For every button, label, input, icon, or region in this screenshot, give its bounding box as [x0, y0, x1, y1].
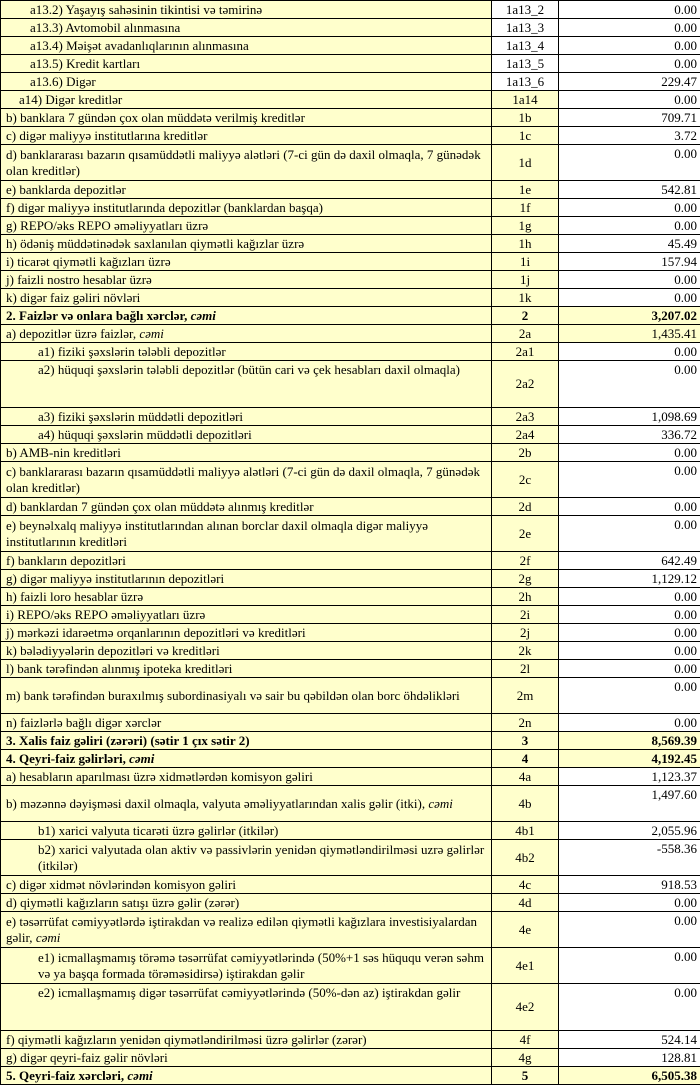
table-row: [1, 408, 700, 426]
row-code-cell: 1a13_2: [492, 1, 559, 19]
row-description-cell: [1, 822, 492, 840]
row-label: e) təsərrüfat cəmiyyətlərdə iştirakdan və realizə edilən qiymətli kağızlara investisiyalardan gəlir,: [6, 914, 477, 945]
row-label: b) banklara 7 gündən çox olan müddətə verilmiş kreditlər: [6, 110, 305, 125]
row-code-cell: 2a: [492, 325, 559, 343]
row-label: a1) fiziki şəxslərin tələbli depozitlər: [38, 344, 226, 359]
row-code-cell: 2h: [492, 588, 559, 606]
row-value-cell: 709.71: [559, 109, 700, 127]
row-value-cell: 0.00: [559, 361, 700, 408]
row-code-cell: 2l: [492, 660, 559, 678]
row-code-cell: 4c: [492, 876, 559, 894]
row-value-cell: 0.00: [559, 498, 700, 516]
table-row: [1, 199, 700, 217]
row-value-cell: 157.94: [559, 253, 700, 271]
row-value-cell: 918.53: [559, 876, 700, 894]
row-value-cell: 0.00: [559, 678, 700, 714]
row-value-cell: 1,497.60: [559, 786, 700, 822]
row-code-cell: 2a4: [492, 426, 559, 444]
table-row: [1, 462, 700, 498]
row-label: b) məzənnə dəyişməsi daxil olmaqla, valyuta əməliyyatlarından xalis gəlir (itki),: [6, 796, 428, 811]
row-description-cell: [1, 325, 492, 343]
row-code-cell: 4g: [492, 1049, 559, 1067]
table-row: [1, 822, 700, 840]
row-value-cell: 1,435.41: [559, 325, 700, 343]
row-code-cell: 1i: [492, 253, 559, 271]
row-code-cell: 1a13_3: [492, 19, 559, 37]
row-label: j) mərkəzi idarəetmə orqanlarının depozitləri və kreditləri: [6, 625, 306, 640]
table-row: [1, 768, 700, 786]
row-label: a13.4) Məişət avadanlıqlarının alınmasına: [30, 38, 249, 53]
row-code-cell: 4b1: [492, 822, 559, 840]
row-value-cell: 0.00: [559, 606, 700, 624]
row-label: j) faizli nostro hesablar üzrə: [6, 272, 152, 287]
row-description-cell: [1, 408, 492, 426]
row-description-cell: [1, 588, 492, 606]
row-description-cell: [1, 181, 492, 199]
table-row: [1, 678, 700, 714]
table-row: [1, 732, 700, 750]
table-row: [1, 73, 700, 91]
row-label: d) qiymətli kağızların satışı üzrə gəlir (zərər): [6, 895, 239, 910]
table-row: [1, 361, 700, 408]
row-description-cell: [1, 732, 492, 750]
row-label: 2. Faizlər və onlara bağlı xərclər,: [6, 308, 191, 323]
row-value-cell: 0.00: [559, 289, 700, 307]
row-label-italic-suffix: cəmi: [139, 326, 164, 341]
row-code-cell: 4b: [492, 786, 559, 822]
row-code-cell: 1h: [492, 235, 559, 253]
row-description-cell: [1, 37, 492, 55]
row-description-cell: [1, 894, 492, 912]
row-label: g) digər qeyri-faiz gəlir növləri: [6, 1050, 168, 1065]
row-code-cell: 2i: [492, 606, 559, 624]
row-description-cell: [1, 361, 492, 408]
row-description-cell: [1, 199, 492, 217]
table-row: [1, 19, 700, 37]
row-label: c) banklararası bazarın qısamüddətli maliyyə alətləri (7-ci gün də daxil olmaqla, 7 günədək olan kreditlər): [6, 464, 480, 495]
row-code-cell: 4e1: [492, 948, 559, 984]
row-code-cell: 1e: [492, 181, 559, 199]
row-label: f) bankların depozitləri: [6, 553, 126, 568]
row-label: g) REPO/əks REPO əməliyyatları üzrə: [6, 218, 208, 233]
row-description-cell: [1, 343, 492, 361]
row-description-cell: [1, 55, 492, 73]
table-row: [1, 127, 700, 145]
table-row: [1, 181, 700, 199]
row-description-cell: [1, 145, 492, 181]
row-label: h) ödəniş müddətinədək saxlanılan qiymətli kağızlar üzrə: [6, 236, 304, 251]
row-code-cell: 4a: [492, 768, 559, 786]
table-row: [1, 786, 700, 822]
row-label-italic-suffix: cəmi: [129, 751, 154, 766]
row-value-cell: 0.00: [559, 55, 700, 73]
table-row: [1, 1, 700, 19]
table-row: [1, 235, 700, 253]
row-label: 4. Qeyri-faiz gəlirləri,: [6, 751, 129, 766]
table-row: [1, 1031, 700, 1049]
row-description-cell: [1, 109, 492, 127]
table-row: [1, 325, 700, 343]
row-label: a13.6) Digər: [30, 74, 96, 89]
row-description-cell: [1, 876, 492, 894]
row-description-cell: [1, 984, 492, 1031]
row-label: d) banklardan 7 gündən çox olan müddətə alınmış kreditlər: [6, 499, 314, 514]
row-value-cell: 524.14: [559, 1031, 700, 1049]
row-value-cell: 0.00: [559, 37, 700, 55]
row-value-cell: 0.00: [559, 714, 700, 732]
row-value-cell: 0.00: [559, 91, 700, 109]
row-description-cell: [1, 1, 492, 19]
row-value-cell: 0.00: [559, 984, 700, 1031]
row-code-cell: 1c: [492, 127, 559, 145]
table-row: [1, 840, 700, 876]
row-code-cell: 1a13_4: [492, 37, 559, 55]
row-code-cell: 1k: [492, 289, 559, 307]
row-code-cell: 2a1: [492, 343, 559, 361]
table-row: [1, 1049, 700, 1067]
row-description-cell: [1, 606, 492, 624]
table-row: [1, 552, 700, 570]
row-label: i) ticarət qiymətli kağızları üzrə: [6, 254, 171, 269]
row-value-cell: 0.00: [559, 271, 700, 289]
row-description-cell: [1, 217, 492, 235]
table-row: [1, 253, 700, 271]
row-code-cell: 1a14: [492, 91, 559, 109]
row-code-cell: 2f: [492, 552, 559, 570]
row-description-cell: [1, 1049, 492, 1067]
row-code-cell: 2c: [492, 462, 559, 498]
row-code-cell: 2: [492, 307, 559, 325]
row-label: 3. Xalis faiz gəliri (zərəri) (sətir 1 çıx sətir 2): [6, 733, 250, 748]
table-row: [1, 37, 700, 55]
row-code-cell: 4f: [492, 1031, 559, 1049]
row-description-cell: [1, 307, 492, 325]
row-label: a2) hüquqi şəxslərin tələbli depozitlər (bütün cari və çek hesabları daxil olmaqla): [38, 362, 460, 377]
row-value-cell: 642.49: [559, 552, 700, 570]
row-code-cell: 1a13_6: [492, 73, 559, 91]
row-description-cell: [1, 912, 492, 948]
row-value-cell: 0.00: [559, 217, 700, 235]
row-code-cell: 1a13_5: [492, 55, 559, 73]
row-label: e) banklarda depozitlər: [6, 182, 126, 197]
row-description-cell: [1, 714, 492, 732]
table-row: [1, 426, 700, 444]
row-code-cell: 2n: [492, 714, 559, 732]
row-description-cell: [1, 444, 492, 462]
row-label: 5. Qeyri-faiz xərcləri,: [6, 1068, 127, 1083]
row-label: k) digər faiz gəliri növləri: [6, 290, 140, 305]
row-value-cell: 0.00: [559, 624, 700, 642]
row-description-cell: [1, 624, 492, 642]
row-label: l) bank tərəfindən alınmış ipoteka kreditləri: [6, 661, 232, 676]
row-label: g) digər maliyyə institutlarının depozitləri: [6, 571, 224, 586]
row-description-cell: [1, 552, 492, 570]
row-label: b) AMB-nin kreditləri: [6, 445, 121, 460]
row-code-cell: 3: [492, 732, 559, 750]
row-label: a13.3) Avtomobil alınmasına: [30, 20, 180, 35]
row-label: b1) xarici valyuta ticarəti üzrə gəlirlər (itkilər): [38, 823, 278, 838]
row-label: n) faizlərlə bağlı digər xərclər: [6, 715, 161, 730]
row-description-cell: [1, 462, 492, 498]
row-label: a) hesabların aparılması üzrə xidmətlərdən komisyon gəliri: [6, 769, 313, 784]
table-row: [1, 516, 700, 552]
table-row: [1, 343, 700, 361]
row-label: a13.5) Kredit kartları: [30, 56, 140, 71]
row-description-cell: [1, 271, 492, 289]
table-row: [1, 714, 700, 732]
row-description-cell: [1, 1067, 492, 1085]
row-label: a4) hüquqi şəxslərin müddətli depozitləri: [38, 427, 252, 442]
row-value-cell: 6,505.38: [559, 1067, 700, 1085]
row-description-cell: [1, 516, 492, 552]
row-label: a) depozitlər üzrə faizlər,: [6, 326, 139, 341]
row-value-cell: 229.47: [559, 73, 700, 91]
row-description-cell: [1, 768, 492, 786]
row-value-cell: 8,569.39: [559, 732, 700, 750]
row-label: h) faizli loro hesablar üzrə: [6, 589, 143, 604]
row-label: a14) Digər kreditlər: [19, 92, 122, 107]
row-value-cell: 2,055.96: [559, 822, 700, 840]
row-description-cell: [1, 570, 492, 588]
table-row: [1, 217, 700, 235]
table-row: [1, 912, 700, 948]
row-value-cell: 0.00: [559, 912, 700, 948]
row-description-cell: [1, 253, 492, 271]
table-row: [1, 588, 700, 606]
row-description-cell: [1, 786, 492, 822]
row-description-cell: [1, 498, 492, 516]
table-row: [1, 948, 700, 984]
row-value-cell: 0.00: [559, 19, 700, 37]
row-description-cell: [1, 73, 492, 91]
row-code-cell: 2k: [492, 642, 559, 660]
table-row: [1, 444, 700, 462]
row-code-cell: 2j: [492, 624, 559, 642]
row-label: e1) icmallaşmamış törəmə təsərrüfat cəmiyyətlərində (50%+1 səs hüququ verən səhm və ya başqa formada törəməsidirsə) iştirakdan gəlir: [38, 950, 484, 981]
row-label: e2) icmallaşmamış digər təsərrüfat cəmiyyətlərində (50%-dən az) iştirakdan gəlir: [38, 985, 460, 1000]
table-row: [1, 1067, 700, 1085]
row-label: b2) xarici valyutada olan aktiv və passivlərin yenidən qiymətləndirilməsi uzrə gəlirlər (itkilər): [38, 842, 484, 873]
row-label: m) bank tərəfindən buraxılmış subordinasiyalı və sair bu qəbildən olan borc öhdəlikləri: [6, 688, 460, 703]
row-description-cell: [1, 750, 492, 768]
table-row: [1, 750, 700, 768]
row-description-cell: [1, 642, 492, 660]
row-description-cell: [1, 19, 492, 37]
row-description-cell: [1, 289, 492, 307]
table-row: [1, 624, 700, 642]
row-label-italic-suffix: cəmi: [428, 796, 453, 811]
table-row: [1, 498, 700, 516]
row-value-cell: 1,129.12: [559, 570, 700, 588]
row-code-cell: 1d: [492, 145, 559, 181]
row-value-cell: 0.00: [559, 145, 700, 181]
row-value-cell: 3.72: [559, 127, 700, 145]
table-row: [1, 642, 700, 660]
row-value-cell: 542.81: [559, 181, 700, 199]
row-value-cell: 45.49: [559, 235, 700, 253]
row-code-cell: 4e2: [492, 984, 559, 1031]
row-value-cell: 0.00: [559, 642, 700, 660]
row-description-cell: [1, 426, 492, 444]
row-code-cell: 2e: [492, 516, 559, 552]
row-code-cell: 1j: [492, 271, 559, 289]
table-body: [1, 1, 700, 1085]
row-label: c) digər maliyyə institutlarına kreditlər: [6, 128, 207, 143]
row-label-italic-suffix: cəmi: [36, 930, 61, 945]
table-row: [1, 109, 700, 127]
row-value-cell: 0.00: [559, 462, 700, 498]
row-value-cell: 336.72: [559, 426, 700, 444]
row-description-cell: [1, 1031, 492, 1049]
row-label: f) digər maliyyə institutlarında depozitlər (banklardan başqa): [6, 200, 323, 215]
row-label: k) bələdiyyələrin depozitləri və kreditləri: [6, 643, 220, 658]
row-value-cell: 0.00: [559, 516, 700, 552]
row-value-cell: 0.00: [559, 948, 700, 984]
table-row: [1, 145, 700, 181]
table-row: [1, 289, 700, 307]
row-value-cell: 0.00: [559, 343, 700, 361]
row-label: e) beynəlxalq maliyyə institutlarından alınan borclar daxil olmaqla digər maliyyə institutlarının kreditləri: [6, 518, 428, 549]
row-value-cell: 0.00: [559, 660, 700, 678]
row-value-cell: 0.00: [559, 588, 700, 606]
table-row: [1, 894, 700, 912]
row-label: f) qiymətli kağızların yenidən qiymətləndirilməsi üzrə gəlirlər (zərər): [6, 1032, 367, 1047]
row-description-cell: [1, 235, 492, 253]
table-row: [1, 91, 700, 109]
row-code-cell: 2d: [492, 498, 559, 516]
row-value-cell: 4,192.45: [559, 750, 700, 768]
row-code-cell: 4: [492, 750, 559, 768]
row-description-cell: [1, 127, 492, 145]
row-value-cell: 0.00: [559, 894, 700, 912]
row-code-cell: 2a2: [492, 361, 559, 408]
table-row: [1, 55, 700, 73]
row-label-italic-suffix: cəmi: [191, 308, 216, 323]
table-row: [1, 984, 700, 1031]
table-row: [1, 307, 700, 325]
table-row: [1, 570, 700, 588]
row-value-cell: 3,207.02: [559, 307, 700, 325]
row-code-cell: 1b: [492, 109, 559, 127]
row-description-cell: [1, 678, 492, 714]
row-description-cell: [1, 91, 492, 109]
row-value-cell: 128.81: [559, 1049, 700, 1067]
table-row: [1, 660, 700, 678]
row-value-cell: 0.00: [559, 1, 700, 19]
row-code-cell: 1g: [492, 217, 559, 235]
row-code-cell: 1f: [492, 199, 559, 217]
row-description-cell: [1, 660, 492, 678]
row-description-cell: [1, 840, 492, 876]
row-code-cell: 4d: [492, 894, 559, 912]
row-code-cell: 2a3: [492, 408, 559, 426]
row-label: i) REPO/əks REPO əməliyyatları üzrə: [6, 607, 205, 622]
row-code-cell: 2b: [492, 444, 559, 462]
row-code-cell: 2m: [492, 678, 559, 714]
row-label: a3) fiziki şəxslərin müddətli depozitləri: [38, 409, 243, 424]
row-code-cell: 4b2: [492, 840, 559, 876]
row-code-cell: 4e: [492, 912, 559, 948]
row-label: d) banklararası bazarın qısamüddətli maliyyə alətləri (7-ci gün də daxil olmaqla, 7 günədək olan kreditlər): [6, 147, 481, 178]
row-value-cell: 0.00: [559, 199, 700, 217]
row-label: c) digər xidmət növlərindən komisyon gəliri: [6, 877, 236, 892]
row-code-cell: 5: [492, 1067, 559, 1085]
table-row: [1, 271, 700, 289]
table-row: [1, 606, 700, 624]
table-row: [1, 876, 700, 894]
row-value-cell: 1,098.69: [559, 408, 700, 426]
row-value-cell: -558.36: [559, 840, 700, 876]
row-description-cell: [1, 948, 492, 984]
row-value-cell: 1,123.37: [559, 768, 700, 786]
row-label-italic-suffix: cəmi: [127, 1068, 152, 1083]
row-value-cell: 0.00: [559, 444, 700, 462]
row-label: a13.2) Yaşayış sahəsinin tikintisi və təmirinə: [30, 2, 262, 17]
row-code-cell: 2g: [492, 570, 559, 588]
